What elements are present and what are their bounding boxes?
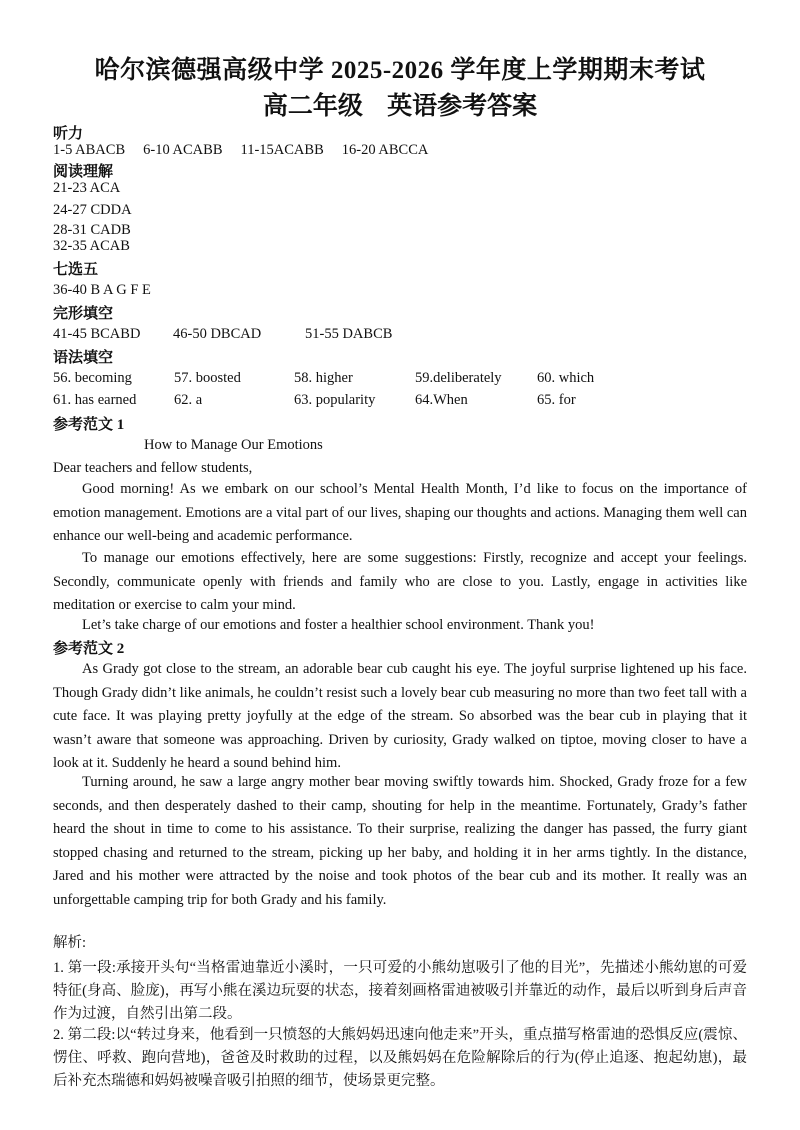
grammar-answer: 65. for — [537, 392, 576, 408]
answer-group: 51-55 DABCB — [305, 326, 393, 342]
answer-line: 32-35 ACAB — [53, 238, 130, 254]
section-label-reading: 阅读理解 — [53, 164, 114, 180]
document-subtitle: 高二年级 英语参考答案 — [262, 93, 538, 120]
grammar-answer: 58. higher — [294, 370, 353, 386]
essay1-paragraph: Good morning! As we embark on our school’s Mental Health Month, I’d like to focus on the importance of emotion management. Emotions are a vital part of our lives, shaping our thoughts and actions. Managing them well can enhance our well-being and academic performance. — [53, 481, 747, 544]
section-label-listening: 听力 — [53, 126, 84, 142]
essay1-paragraph: Let’s take charge of our emotions and foster a healthier school environment. Thank you! — [82, 617, 595, 633]
answer-line: 24-27 CDDA — [53, 202, 132, 218]
analysis-note: 2. 第二段:以“转过身来，他看到一只愤怒的大熊妈妈迅速向他走来”开头，重点描写格雷迪的恐惧反应(震惊、愣住、呼救、跑向营地)，爸爸及时救助的过程，以及熊妈妈在危险解除后的行为(停止追逐、抱起幼崽)，最后补充杰瑞德和妈妈被噪音吸引拍照的细节，使场景更完整。 — [53, 1027, 747, 1089]
listening-answers — [53, 142, 428, 159]
section-label-essay2: 参考范文 2 — [53, 641, 125, 657]
grammar-answer: 57. boosted — [174, 370, 241, 386]
grammar-answer: 61. has earned — [53, 392, 137, 408]
answer-group: 16-20 ABCCA — [341, 142, 429, 158]
grammar-answer: 62. a — [174, 392, 203, 408]
analysis-note: 1. 第一段:承接开头句“当格雷迪靠近小溪时，一只可爱的小熊幼崽吸引了他的目光”，先描述小熊幼崽的可爱特征(身高、脸庞)，再写小熊在溪边玩耍的状态，接着刻画格雷迪被吸引并靠近的动作，最后以听到身后声音作为过渡，自然引出第二段。 — [53, 960, 747, 1022]
section-label-essay1: 参考范文 1 — [53, 417, 125, 433]
grammar-answer: 56. becoming — [53, 370, 132, 386]
analysis-label: 解析: — [53, 935, 87, 951]
section-label-cloze: 完形填空 — [53, 306, 114, 322]
section-label-seven-five: 七选五 — [53, 262, 99, 278]
answer-line: 21-23 ACA — [53, 180, 121, 196]
grammar-answer: 64.When — [415, 392, 468, 408]
answer-group: 41-45 BCABD — [53, 326, 141, 342]
grammar-answer: 60. which — [537, 370, 595, 386]
answer-group: 11-15ACABB — [240, 142, 324, 158]
answer-line: 36-40 B A G F E — [53, 282, 151, 298]
answer-group: 6-10 ACABB — [143, 142, 223, 158]
answer-group: 1-5 ABACB — [53, 142, 126, 158]
grammar-answer: 63. popularity — [294, 392, 376, 408]
answer-line: 28-31 CADB — [53, 222, 131, 238]
essay2-paragraph: As Grady got close to the stream, an adorable bear cub caught his eye. The joyful surprise lightened up his face. Though Grady didn’t like animals, he couldn’t resist such a lovely bear cub measuring no more than two feet tall with a cute face. It was playing pretty joyfully at the edge of the stream. So absorbed was the bear cub in playing that it wasn’t aware that someone was approaching. Driven by curiosity, Grady walked on tiptoe, moving closer to have a look at it. Suddenly he heard a sound behind him. — [53, 661, 747, 771]
essay1-paragraph: To manage our emotions effectively, here are some suggestions: Firstly, recognize and accept your feelings. Secondly, communicate openly with friends and family who are close to you. Lastly, engage in activities like meditation or exercise to calm your mind. — [53, 550, 747, 613]
essay1-title: How to Manage Our Emotions — [144, 437, 323, 453]
answer-group: 46-50 DBCAD — [173, 326, 262, 342]
grammar-answer: 59.deliberately — [415, 370, 502, 386]
essay1-salutation: Dear teachers and fellow students, — [53, 460, 253, 476]
essay2-paragraph: Turning around, he saw a large angry mother bear moving swiftly towards him. Shocked, Grady froze for a few seconds, and then desperately dashed to their camp, shouting for help in the meantime. Fortunately, Grady’s father heard the shout in time to come to his assistance. To their surprise, realizing the danger has passed, the furry giant stopped chasing and returned to the stream, picking up her baby, and holding it in her arms tightly. In the distance, Jared and his mother were attracted by the noise and took photos of the bear cub and its mother. It really was an unforgettable camping trip for both Grady and his family. — [53, 774, 747, 908]
document-title: 哈尔滨德强高级中学 2025-2026 学年度上学期期末考试 — [94, 57, 706, 84]
section-label-grammar: 语法填空 — [53, 350, 114, 366]
